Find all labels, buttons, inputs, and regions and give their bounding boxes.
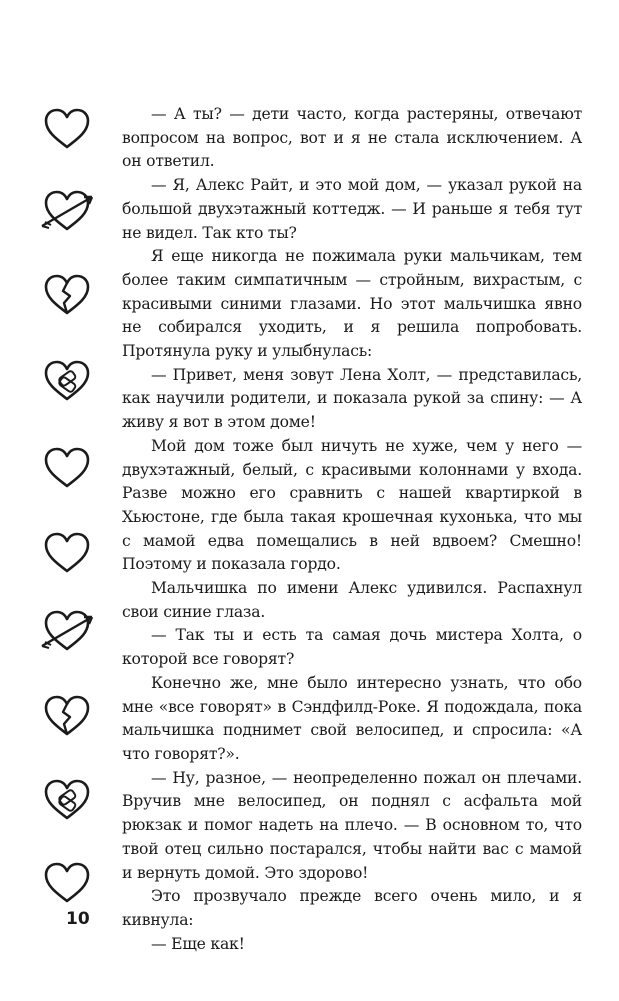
paragraph: Конечно же, мне было интересно узнать, что обо мне «все говорят» в Сэндфилд-Роке. Я подождала, пока мальчишка поднимет свой велосипед, и спросила: «А что говорят?». xyxy=(122,673,582,763)
paragraph: Мальчишка по имени Алекс удивился. Распахнул свои синие глаза. xyxy=(122,579,582,621)
paragraph: — Я, Алекс Райт, и это мой дом, — указал рукой на большой двухэтажный коттедж. — И раньше я тебя тут не видел. Так кто ты? xyxy=(122,176,582,242)
paragraph: Я еще никогда не пожимала руки мальчикам, тем более таким симпатичным — стройным, вихрастым, с красивыми синими глазами. Но этот мальчишка явно не собирался уходить, и я решила попробовать. Протянула руку и улыбнулась: xyxy=(122,247,582,361)
paragraph: — Еще как! xyxy=(151,934,245,953)
body-text xyxy=(122,103,582,956)
bandaged-heart-icon xyxy=(40,777,94,823)
paragraph: — Ну, разное, — неопределенно пожал он плечами. Вручив мне велосипед, он поднял с асфальта мой рюкзак и помог надеть на плечо. — В основном то, что твой отец сильно постарался, чтобы найти вас с мамой и вернуть домой. Это здорово! xyxy=(122,768,582,882)
paragraph: — А ты? — дети часто, когда растеряны, отвечают вопросом на вопрос, вот и я не стала исключением. А он ответил. xyxy=(122,105,582,171)
heart-icon xyxy=(40,445,94,491)
paragraph: — Так ты и есть та самая дочь мистера Холта, о которой все говорят? xyxy=(122,626,582,669)
bandaged-heart-icon xyxy=(40,358,94,404)
heart-arrow-icon xyxy=(40,608,94,654)
paragraph: Мой дом тоже был ничуть не хуже, чем у него — двухэтажный, белый, с красивыми колоннами у входа. Разве можно его сравнить с нашей квартиркой в Хьюстоне, где была такая крошечная кухонька, что мы с мамой едва помещались в ней вдвоем? Смешно! Поэтому и показала гордо. xyxy=(122,436,582,574)
paragraph: — Привет, меня зовут Лена Холт, — представилась, как научили родители, и показала рукой за спину: — А живу я вот в этом доме! xyxy=(122,365,582,432)
page-number: 10 xyxy=(66,909,90,929)
paragraph: Это прозвучало прежде всего очень мило, и я кивнула: xyxy=(122,887,582,929)
heart-icon xyxy=(40,530,94,576)
heart-icon xyxy=(40,106,94,152)
broken-heart-icon xyxy=(40,693,94,739)
heart-arrow-icon xyxy=(40,188,94,234)
heart-icon xyxy=(40,860,94,906)
broken-heart-icon xyxy=(40,272,94,318)
